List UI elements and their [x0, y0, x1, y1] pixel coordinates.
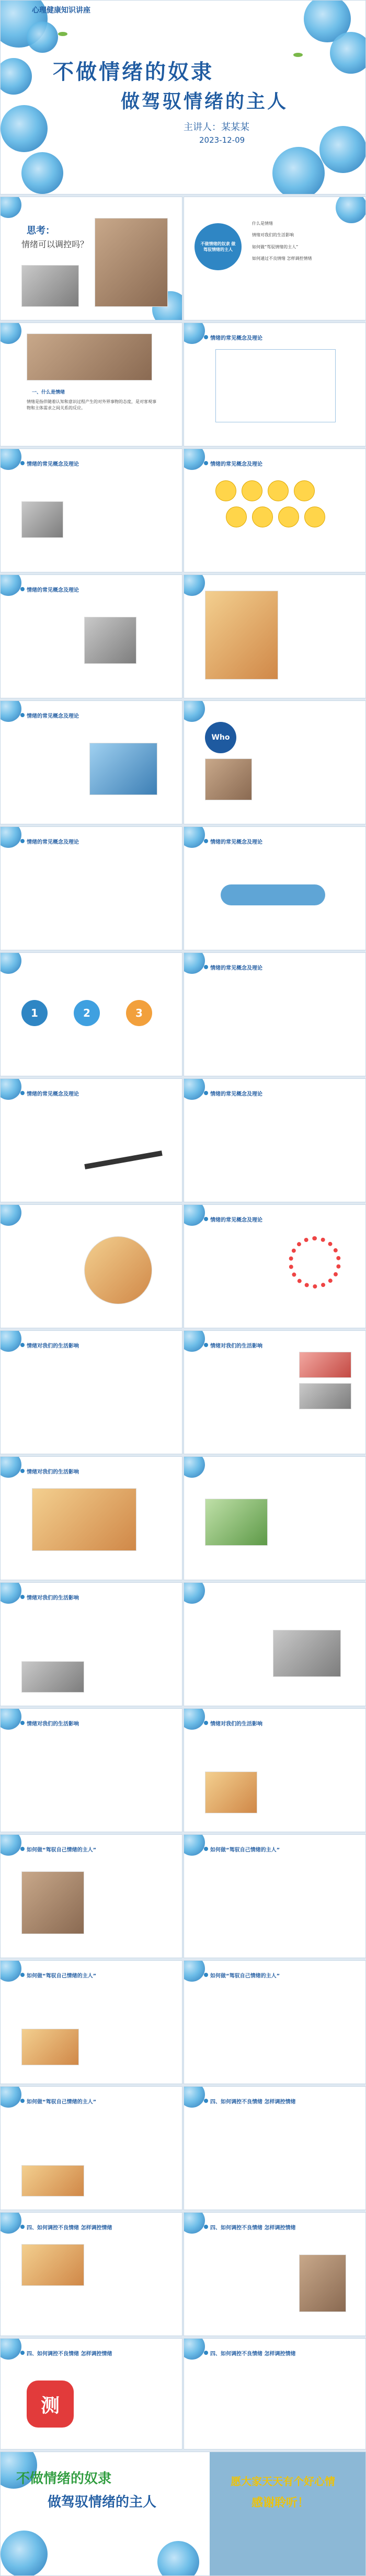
flower-decoration	[0, 1582, 21, 1604]
flower-decoration	[184, 1708, 205, 1730]
section-title: 一、什么是情绪	[32, 390, 65, 395]
toc-item[interactable]: 什么是情绪	[252, 221, 273, 226]
who-badge: Who	[205, 722, 236, 753]
bullet-icon	[204, 965, 208, 969]
flower-decoration	[0, 1960, 21, 1982]
emoji-face-icon	[215, 480, 236, 501]
flower-decoration	[184, 1834, 205, 1856]
slide-title: 情绪的常见概念及理论	[204, 332, 262, 342]
flower-decoration	[184, 323, 205, 344]
photo	[21, 2244, 84, 2286]
bullet-icon	[20, 1091, 25, 1095]
bullet-icon	[204, 1343, 208, 1347]
bullet-icon	[204, 1091, 208, 1095]
flower-decoration	[319, 126, 366, 173]
slide-list	[0, 700, 182, 824]
bullet-icon	[20, 2225, 25, 2229]
slide-effects-g	[0, 1708, 182, 1832]
head-photo	[84, 1236, 152, 1304]
slide-who	[184, 700, 366, 824]
end-title-line1: 不做情绪的奴隶	[16, 2471, 112, 2487]
photo	[205, 758, 252, 800]
emoji-face-icon	[242, 480, 262, 501]
flower-decoration	[272, 147, 325, 194]
think-title: 思考：	[27, 225, 55, 236]
flower-decoration	[0, 2212, 21, 2234]
number-badge: 1	[21, 1000, 48, 1026]
slide-heads	[0, 1204, 182, 1328]
test-app-icon: 测	[27, 2380, 74, 2428]
emoji-face-icon	[268, 480, 289, 501]
slide-theory-f	[184, 1078, 366, 1202]
slide-theory-e	[184, 952, 366, 1076]
flower-decoration	[184, 1582, 205, 1604]
slide-title: 如何做“驾驭自己情绪的主人”	[20, 1844, 96, 1854]
flower-decoration	[0, 197, 21, 218]
slide-cope-a	[184, 2086, 366, 2210]
flower-decoration	[0, 952, 21, 974]
photo	[205, 1772, 257, 1813]
cover-badge: 心理健康知识讲座	[32, 6, 90, 15]
slide-effects-b	[184, 1330, 366, 1454]
flower-decoration	[0, 826, 21, 848]
photo	[21, 2165, 84, 2196]
flower-decoration	[0, 58, 32, 95]
bullet-icon	[204, 335, 208, 339]
slide-master-c	[0, 1960, 182, 2084]
slide-title: 情绪的常见概念及理论	[20, 1088, 79, 1098]
flower-decoration	[1, 2531, 48, 2576]
emoji-face-icon	[252, 507, 273, 527]
slide-title: 四、如何调控不良情绪 怎样调控情绪	[20, 2222, 112, 2232]
slide-title: 四、如何调控不良情绪 怎样调控情绪	[204, 2348, 295, 2358]
photo	[89, 743, 157, 795]
toc-item[interactable]: 情绪对我们的生活影响	[252, 233, 294, 238]
slide-theory-c	[0, 574, 182, 698]
flower-decoration	[0, 574, 21, 596]
bullet-icon	[20, 713, 25, 717]
flower-decoration	[184, 574, 205, 596]
toc-item[interactable]: 如何通过不良情绪 怎样调控情绪	[252, 256, 312, 261]
photo	[299, 1383, 351, 1409]
slide-title: 情绪的常见概念及理论	[20, 836, 79, 846]
emoji-face-icon	[294, 480, 315, 501]
bullet-icon	[204, 839, 208, 843]
slide-title: 情绪对我们的生活影响	[204, 1718, 262, 1728]
slide-title: 情绪的常见概念及理论	[204, 962, 262, 972]
leaf-decoration	[58, 32, 67, 36]
diagram-bar	[221, 884, 325, 905]
bullet-icon	[20, 2351, 25, 2355]
bullet-icon	[204, 2099, 208, 2103]
slide-title: 如何做“驾驭自己情绪的主人”	[204, 1844, 280, 1854]
slide-title: 四、如何调控不良情绪 怎样调控情绪	[20, 2348, 112, 2358]
flower-decoration	[0, 448, 21, 470]
bullet-icon	[204, 2225, 208, 2229]
bullet-icon	[20, 1343, 25, 1347]
slide-think	[0, 197, 182, 320]
number-badge: 2	[74, 1000, 100, 1026]
leaf-decoration	[293, 53, 303, 57]
slide-title: 四、如何调控不良情绪 怎样调控情绪	[204, 2222, 295, 2232]
flower-decoration	[27, 21, 58, 53]
bullet-icon	[20, 1595, 25, 1599]
end-title-line2: 做驾驭情绪的主人	[48, 2494, 157, 2510]
number-badge: 3	[126, 1000, 152, 1026]
emoji-face-icon	[278, 507, 299, 527]
slide-title: 如何做“驾驭自己情绪的主人”	[20, 1970, 96, 1980]
slide-cope-e	[184, 2338, 366, 2450]
slide-cope-b	[0, 2212, 182, 2336]
slide-master-a	[0, 1834, 182, 1958]
flower-decoration	[184, 700, 205, 722]
slide-numbers	[0, 952, 182, 1076]
slide-title: 如何做“驾驭自己情绪的主人”	[20, 2096, 96, 2106]
slide-cope-d	[0, 2338, 182, 2450]
flower-decoration	[184, 952, 205, 974]
bullet-icon	[204, 1721, 208, 1725]
photo	[21, 501, 63, 538]
bullet-icon	[20, 839, 25, 843]
flower-decoration	[1, 105, 48, 152]
face-photo	[21, 265, 79, 307]
slide-title: 情绪对我们的生活影响	[20, 1340, 79, 1350]
photo	[210, 2452, 366, 2576]
slide-title: 情绪对我们的生活影响	[20, 1466, 79, 1476]
bullet-icon	[20, 1721, 25, 1725]
photo	[299, 1352, 351, 1378]
flower-decoration	[0, 1204, 21, 1226]
toc-list	[252, 218, 312, 265]
flower-decoration	[0, 1078, 21, 1100]
slide-effects-h	[184, 1708, 366, 1832]
flower-decoration	[0, 1708, 21, 1730]
slide-title: 如何做“驾驭自己情绪的主人”	[204, 1970, 280, 1980]
bullet-icon	[204, 1847, 208, 1851]
flower-decoration	[0, 1834, 21, 1856]
slide-effects-d	[184, 1456, 366, 1580]
slide-toc	[184, 197, 366, 320]
flower-decoration	[184, 448, 205, 470]
end-thanks: 感谢聆听！	[251, 2497, 310, 2510]
photo	[84, 617, 136, 664]
cover-slide	[0, 0, 366, 194]
flower-decoration	[184, 1078, 205, 1100]
bullet-icon	[20, 1847, 25, 1851]
flower-decoration	[0, 2338, 21, 2360]
faces-photo	[27, 334, 152, 381]
slide-title: 情绪的常见概念及理论	[204, 1088, 262, 1098]
photo	[21, 1661, 84, 1693]
slide-effects-f	[184, 1582, 366, 1706]
slide-master-b	[184, 1834, 366, 1958]
bullet-icon	[204, 1217, 208, 1221]
slide-faces	[184, 448, 366, 572]
face-photo	[95, 218, 168, 307]
photo	[205, 1499, 268, 1546]
slide-title: 四、如何调控不良情绪 怎样调控情绪	[204, 2096, 295, 2106]
bullet-icon	[204, 461, 208, 465]
toc-center: 不做情绪的奴隶 做驾驭情绪的主人	[195, 223, 242, 270]
flower-decoration	[157, 2541, 199, 2576]
slide-title: 情绪的常见概念及理论	[204, 458, 262, 468]
cover-date: 2023-12-09	[199, 135, 245, 145]
photo	[21, 2029, 79, 2065]
bullet-icon	[20, 461, 25, 465]
flower-decoration	[21, 152, 63, 194]
cover-title-line2: 做驾驭情绪的主人	[121, 91, 289, 112]
text-box	[215, 349, 336, 422]
photo	[299, 2255, 346, 2312]
slide-comic	[184, 574, 366, 698]
slide-title: 情绪的常见概念及理论	[20, 710, 79, 720]
photo	[273, 1630, 341, 1677]
flower-decoration	[184, 1330, 205, 1352]
photo	[21, 1871, 84, 1934]
slide-title: 情绪的常见概念及理论	[20, 584, 79, 594]
slide-theory-d	[0, 826, 182, 950]
faces-grid	[32, 1488, 136, 1551]
flower-decoration	[0, 2086, 21, 2108]
comic-photo	[205, 591, 278, 680]
pencil-icon	[84, 1151, 162, 1169]
flower-decoration	[0, 1456, 21, 1478]
slide-title: 情绪对我们的生活影响	[20, 1592, 79, 1602]
flower-decoration	[0, 700, 21, 722]
emoji-face-icon	[304, 507, 325, 527]
slide-title: 情绪的常见概念及理论	[204, 1214, 262, 1224]
section-body: 情绪是指伴随着认知和意识过程产生的对外界事物的态度，是对客观事物和主体需求之间关系的反应。	[27, 399, 156, 411]
bullet-icon	[20, 1973, 25, 1977]
slide-cope-c	[184, 2212, 366, 2336]
flower-decoration	[184, 2086, 205, 2108]
flower-decoration	[184, 1204, 205, 1226]
speaker-label: 主讲人：某某某	[184, 122, 249, 133]
flower-decoration	[184, 2338, 205, 2360]
bullet-icon	[204, 1973, 208, 1977]
flower-decoration	[184, 1456, 205, 1478]
flower-decoration	[184, 1960, 205, 1982]
bullet-icon	[20, 1469, 25, 1473]
slide-effects-c	[0, 1456, 182, 1580]
flower-decoration	[330, 32, 366, 74]
slide-master-d	[184, 1960, 366, 2084]
flower-decoration	[184, 2212, 205, 2234]
slide-cycle	[184, 1204, 366, 1328]
slide-theory-b	[0, 448, 182, 572]
cover-title-line1: 不做情绪的奴隶	[53, 60, 214, 84]
flower-decoration	[336, 197, 366, 223]
flower-decoration	[0, 323, 21, 344]
slide-title: 情绪对我们的生活影响	[204, 1340, 262, 1350]
slide-effects-e	[0, 1582, 182, 1706]
toc-item[interactable]: 如何做“驾驭情绪的主人”	[252, 244, 299, 249]
slide-what-is-emotion	[0, 323, 182, 446]
cycle-diagram	[289, 1236, 341, 1289]
bullet-icon	[204, 2351, 208, 2355]
flower-decoration	[0, 1330, 21, 1352]
slide-master-e	[0, 2086, 182, 2210]
slide-pencils	[0, 1078, 182, 1202]
slide-theory-a	[184, 323, 366, 446]
slide-title: 情绪的常见概念及理论	[20, 458, 79, 468]
flower-decoration	[184, 826, 205, 848]
slide-effects-a	[0, 1330, 182, 1454]
bullet-icon	[20, 587, 25, 591]
slide-title: 情绪对我们的生活影响	[20, 1718, 79, 1728]
slide-title: 情绪的常见概念及理论	[204, 836, 262, 846]
bullet-icon	[20, 2099, 25, 2103]
end-slide	[0, 2452, 366, 2576]
think-question: 情绪可以调控吗？	[21, 239, 89, 249]
end-wish: 愿大家天天有个好心情	[231, 2475, 335, 2488]
slide-diagram	[184, 826, 366, 950]
emoji-face-icon	[226, 507, 247, 527]
